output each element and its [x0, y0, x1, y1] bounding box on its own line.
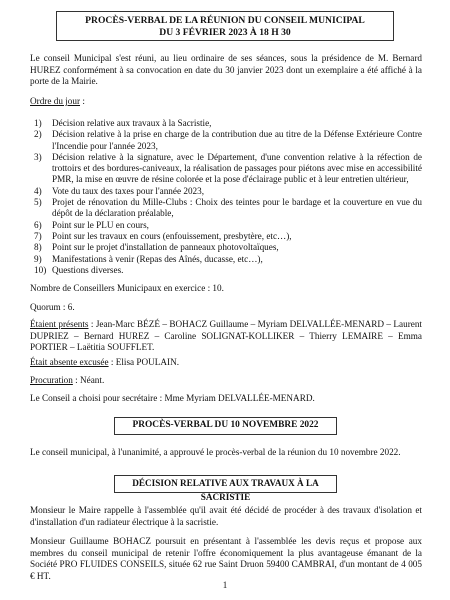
secretary: Le Conseil a choisi pour secrétaire : Mme Myriam DELVALLÉE-MENARD. [30, 393, 315, 403]
agenda-item [34, 118, 422, 129]
agenda-item-number: 6) [34, 219, 42, 230]
agenda-item-number: 9) [34, 253, 42, 264]
page-number: 1 [222, 580, 228, 590]
agenda-item-number: 2) [34, 129, 42, 140]
agenda-item [34, 265, 422, 276]
agenda-item [34, 186, 422, 197]
agenda-item [34, 231, 422, 242]
agenda-item-number: 5) [34, 197, 42, 208]
proxy [30, 375, 422, 387]
proxy-value: : Néant. [72, 375, 105, 385]
agenda-item-number: 10) [34, 264, 47, 275]
title-box [56, 11, 394, 41]
agenda-item-number: 4) [34, 185, 42, 196]
absent-label: Était absente excusée [30, 357, 109, 367]
agenda-item [34, 254, 422, 265]
agenda-item [34, 129, 422, 152]
pv-section-box: PROCÈS-VERBAL DU 10 NOVEMBRE 2022 [114, 417, 337, 435]
intro-paragraph: Le conseil Municipal s'est réuni, au lieu ordinaire de ses séances, sous la présidence de M. Bernard HUREZ conformément à sa convocation en date du 30 janvier 2023 dont un exemplaire a été affiché à la porte de la Mairie. [30, 53, 422, 86]
agenda-heading [30, 96, 422, 108]
agenda-item-text: Décision relative à la prise en charge de la contribution due au titre de la Défense Extérieure Contre l'Incendie pour l'année 2023, [52, 129, 422, 151]
present-list: : Jean-Marc BÉZÉ – BOHACZ Guillaume – Myriam DELVALLÉE-MENARD – Laurent DUPRIEZ – Bernard HUREZ – Caroline SOLIGNAT-KOLLIKER – Thierry LEMAIRE – Emma PORTIER – Laëtitia SOUFFLET. [30, 319, 422, 352]
agenda-item-number: 8) [34, 242, 42, 253]
agenda-item-text: Décision relative à la signature, avec le Département, d'une convention relative à la réfection de trottoirs et des bordures-caniveaux, la réalisation de passages pour piétons avec mise en accessibilité PMR, la mise en œuvre de résine colorée et la pose d'éclairage public et à leur entretien ultérieur, [52, 151, 422, 185]
title-line-1: PROCÈS-VERBAL DE LA RÉUNION DU CONSEIL MUNICIPAL [85, 15, 365, 26]
decision-section-box: DÉCISION RELATIVE AUX TRAVAUX À LA SACRISTIE [114, 475, 337, 493]
agenda-item-text: Projet de rénovation du Mille-Clubs : Choix des teintes pour le bardage et la couverture en vue du dépôt de la déclaration préalable, [52, 197, 422, 219]
agenda-item-text: Questions diverses. [52, 264, 124, 275]
agenda-item-text: Point sur le projet d'installation de panneaux photovoltaïques, [52, 242, 279, 253]
agenda-item [34, 220, 422, 231]
agenda-item-text: Manifestations à venir (Repas des Aînés, ducasse, etc…), [52, 253, 263, 264]
agenda-item-number: 3) [34, 151, 42, 162]
agenda-item-text: Point sur le PLU en cours, [52, 219, 149, 230]
agenda-item-text: Décision relative aux travaux à la Sacristie, [52, 118, 212, 128]
title-line-2: DU 3 FÉVRIER 2023 À 18 H 30 [159, 27, 291, 38]
absent-list: : Elisa POULAIN. [108, 357, 180, 367]
agenda-item-number: 1) [34, 118, 42, 128]
absent-members [30, 357, 422, 369]
agenda-item [34, 242, 422, 253]
agenda-heading-colon: : [80, 96, 85, 106]
agenda-item-text: Vote du taux des taxes pour l'année 2023, [52, 185, 205, 196]
quorum: Quorum : 6. [30, 302, 75, 312]
agenda-item [34, 152, 422, 186]
decision-paragraph-1: Monsieur le Maire rappelle à l'assemblée qu'il avait été décidé de procéder à des travaux d'isolation et d'installation d'un radiateur électrique à la sacristie. [30, 505, 422, 527]
counsellors-count: Nombre de Conseillers Municipaux en exercice : 10. [30, 283, 224, 293]
agenda-list [34, 118, 422, 276]
agenda-item-number: 7) [34, 230, 42, 241]
pv-approval: Le conseil municipal, à l'unanimité, a approuvé le procès-verbal de la réunion du 10 novembre 2022. [30, 447, 401, 457]
agenda-item [34, 197, 422, 220]
agenda-item-text: Point sur les travaux en cours (enfouissement, presbytère, etc…), [52, 230, 292, 241]
proxy-label: Procuration [30, 375, 73, 385]
agenda-heading-label: Ordre du jour [30, 96, 81, 106]
present-members [30, 319, 422, 354]
decision-paragraph-2: Monsieur Guillaume BOHACZ poursuit en présentant à l'assemblée les devis reçus et propose aux membres du conseil municipal de retenir l'offre économiquement la plus avantageuse émanant de la Société PRO FLUIDES CONSEILS, située 62 rue Saint Druon 59400 CAMBRAI, d'un montant de 4 005 € HT. [30, 536, 422, 581]
present-label: Étaient présents [30, 319, 89, 329]
